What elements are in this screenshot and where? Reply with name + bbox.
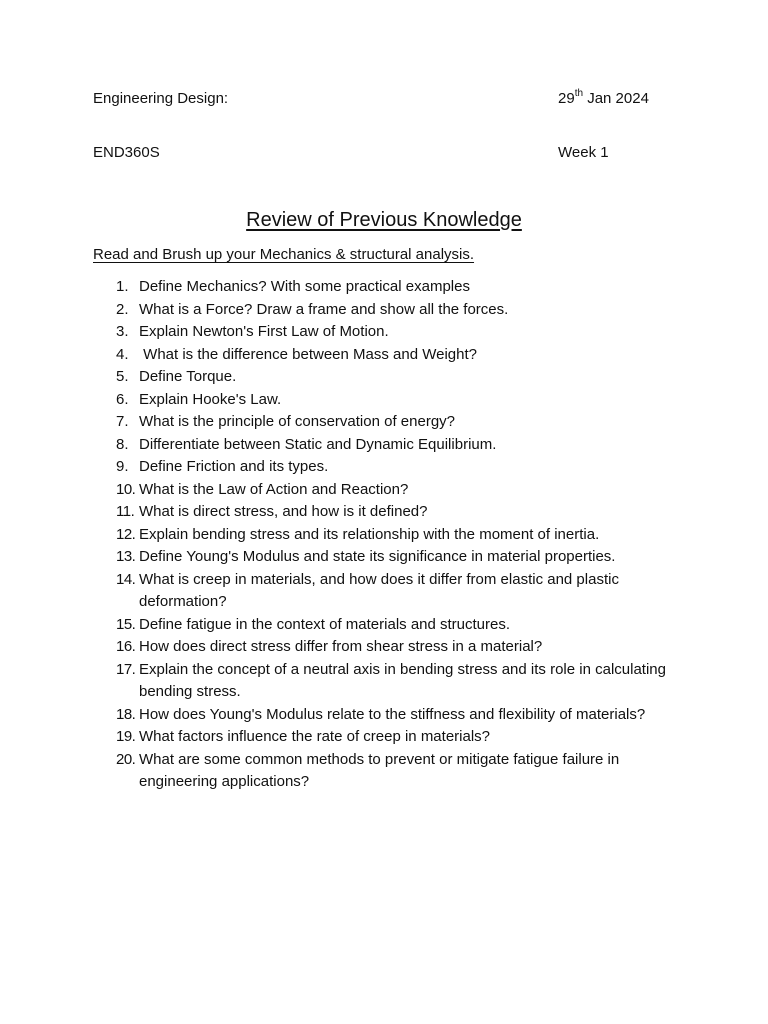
question-number: 5. — [116, 368, 129, 385]
question-number: 9. — [116, 458, 129, 475]
header-row-course — [93, 88, 683, 110]
question-item — [93, 704, 693, 727]
question-number: 20. — [116, 750, 136, 768]
question-text: What are some common methods to prevent or mitigate fatigue failure in engineering applications? — [139, 750, 624, 790]
question-item — [93, 726, 693, 749]
question-number: 10. — [116, 480, 136, 498]
question-number: 14. — [116, 570, 136, 588]
question-number: 4. — [116, 345, 129, 363]
question-text: Explain bending stress and its relationship with the moment of inertia. — [139, 525, 600, 543]
question-text: What is the difference between Mass and Weight? — [139, 345, 477, 363]
question-text: What is direct stress, and how is it defined? — [139, 503, 428, 520]
question-item — [93, 389, 693, 412]
question-item — [93, 299, 693, 322]
question-item — [93, 524, 693, 547]
question-number: 1. — [116, 278, 129, 295]
question-item — [93, 636, 693, 659]
question-list — [93, 276, 693, 794]
page-title: Review of Previous Knowledge — [246, 209, 522, 231]
question-item — [93, 366, 693, 389]
question-text: Define fatigue in the context of materials and structures. — [139, 615, 511, 633]
document-date — [558, 88, 649, 110]
question-number: 8. — [116, 435, 129, 453]
question-item — [93, 479, 693, 502]
question-item — [93, 501, 693, 524]
question-item — [93, 321, 693, 344]
question-text: Explain Newton's First Law of Motion. — [139, 323, 389, 340]
date-month-year: Jan 2024 — [583, 90, 649, 107]
question-number: 7. — [116, 413, 129, 430]
question-text: Define Mechanics? With some practical examples — [139, 278, 470, 295]
question-number: 15. — [116, 615, 136, 633]
question-item — [93, 749, 693, 794]
date-day: 29 — [558, 90, 575, 107]
question-item — [93, 659, 693, 704]
question-text: Define Torque. — [139, 368, 237, 385]
instruction-text: Read and Brush up your Mechanics & structural analysis. — [93, 246, 475, 263]
question-number: 2. — [116, 300, 129, 318]
question-text: What is the Law of Action and Reaction? — [139, 480, 409, 498]
question-item — [93, 344, 693, 367]
question-number: 13. — [116, 548, 136, 565]
question-item — [93, 546, 693, 569]
question-item — [93, 411, 693, 434]
question-number: 16. — [116, 638, 136, 655]
question-item — [93, 569, 693, 614]
question-number: 18. — [116, 705, 136, 723]
question-number: 17. — [116, 660, 136, 678]
question-text: What is the principle of conservation of energy? — [139, 413, 456, 430]
question-text: What factors influence the rate of creep in materials? — [139, 728, 491, 745]
question-text: Define Young's Modulus and state its significance in material properties. — [139, 548, 616, 565]
question-number: 19. — [116, 728, 136, 745]
question-text: What is creep in materials, and how does it differ from elastic and plastic deformation? — [139, 570, 624, 610]
week-label: Week 1 — [558, 144, 609, 161]
question-text: How does Young's Modulus relate to the stiffness and flexibility of materials? — [139, 705, 646, 723]
question-item — [93, 276, 693, 299]
question-item — [93, 434, 693, 457]
question-number: 6. — [116, 390, 129, 408]
question-number: 11. — [116, 503, 135, 520]
question-text: What is a Force? Draw a frame and show all the forces. — [139, 300, 509, 318]
course-name: Engineering Design: — [93, 90, 229, 107]
question-number: 3. — [116, 323, 129, 340]
question-text: Define Friction and its types. — [139, 458, 329, 475]
question-item — [93, 614, 693, 637]
header-row-code — [93, 142, 683, 164]
question-text: Explain the concept of a neutral axis in bending stress and its role in calculating bending stress. — [139, 660, 671, 700]
question-text: How does direct stress differ from shear stress in a material? — [139, 638, 543, 655]
date-suffix: th — [574, 88, 584, 99]
question-item — [93, 456, 693, 479]
question-number: 12. — [116, 525, 136, 543]
question-text: Differentiate between Static and Dynamic Equilibrium. — [139, 435, 497, 453]
question-text: Explain Hooke's Law. — [139, 390, 282, 408]
course-code: END360S — [93, 144, 160, 161]
